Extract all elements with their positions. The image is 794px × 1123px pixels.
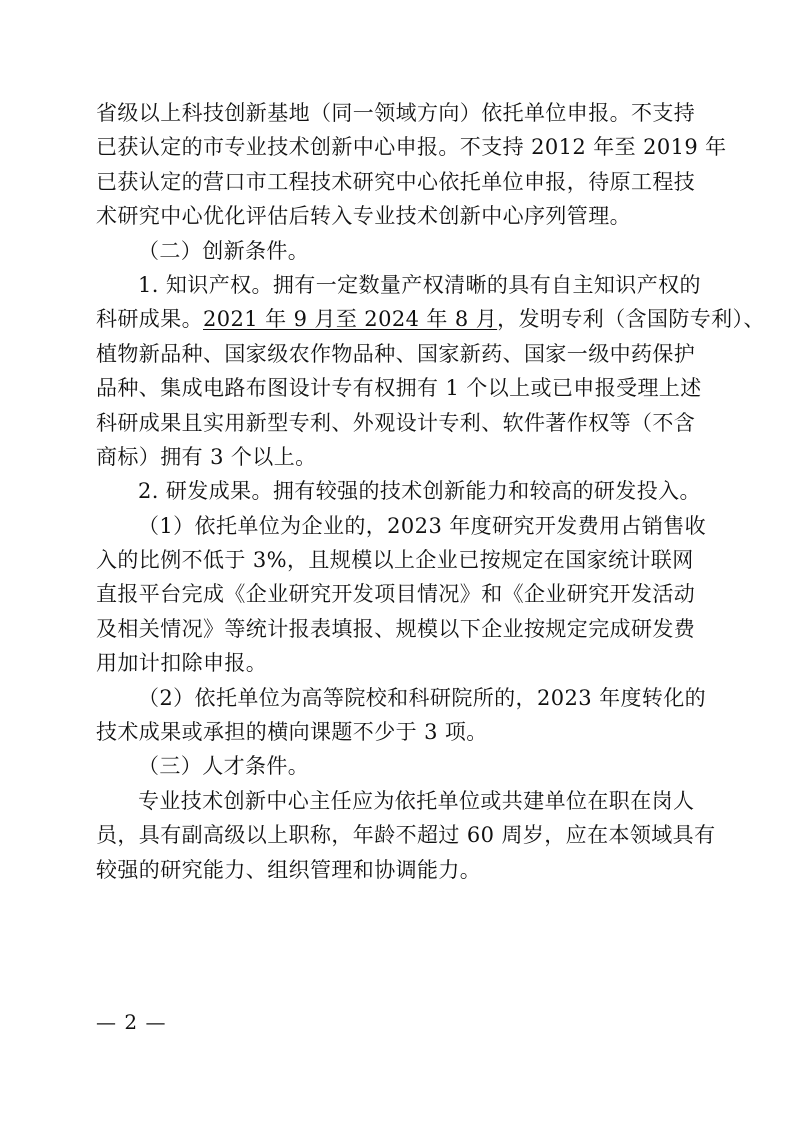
text-line: 直报平台完成《企业研究开发项目情况》和《企业研究开发活动 xyxy=(96,582,696,607)
text-line: （1）依托单位为企业的，2023 年度研究开发费用占销售收 xyxy=(138,513,707,538)
text-line: 1. 知识产权。拥有一定数量产权清晰的具有自主知识产权的 xyxy=(138,272,701,297)
text-line: 植物新品种、国家级农作物品种、国家新药、国家一级中药保护 xyxy=(96,341,696,366)
text-line: 已获认定的市专业技术创新中心申报。不支持 2012 年至 2019 年 xyxy=(96,135,727,160)
text-line: 用加计扣除申报。 xyxy=(96,651,268,676)
page-number: — 2 — xyxy=(96,1010,167,1034)
document-body xyxy=(96,96,765,887)
text-line: 术研究中心优化评估后转入专业技术创新中心序列管理。 xyxy=(96,204,631,229)
section-heading-talent-conditions: （三）人才条件。 xyxy=(138,754,310,779)
text-line: （2）依托单位为高等院校和科研院所的，2023 年度转化的 xyxy=(138,685,707,710)
text-line: 入的比例不低于 3%，且规模以上企业已按规定在国家统计联网 xyxy=(96,548,694,573)
text-line: 省级以上科技创新基地（同一领域方向）依托单位申报。不支持 xyxy=(96,101,696,125)
text-line: 员，具有副高级以上职称，年龄不超过 60 周岁，应在本领域具有 xyxy=(96,823,716,848)
text-segment: ，发明专利（含国防专利）、 xyxy=(497,307,765,332)
text-line: 品种、集成电路布图设计专有权拥有 1 个以上或已申报受理上述 xyxy=(96,376,702,401)
text-line: 及相关情况》等统计报表填报、规模以下企业按规定完成研发费 xyxy=(96,616,696,641)
text-line: 2. 研发成果。拥有较强的技术创新能力和较高的研发投入。 xyxy=(138,479,701,504)
text-line: 技术成果或承担的横向课题不少于 3 项。 xyxy=(96,720,488,745)
text-line: 商标）拥有 3 个以上。 xyxy=(96,444,317,469)
section-heading-innovation-conditions: （二）创新条件。 xyxy=(138,238,310,263)
text-segment: 科研成果。 xyxy=(96,307,203,332)
text-line: 科研成果且实用新型专利、外观设计专利、软件著作权等（不含 xyxy=(96,410,696,435)
text-line-with-underline xyxy=(96,302,765,336)
text-line: 已获认定的营口市工程技术研究中心依托单位申报，待原工程技 xyxy=(96,169,696,194)
text-line: 较强的研究能力、组织管理和协调能力。 xyxy=(96,857,482,882)
underlined-date-range: 2021 年 9 月至 2024 年 8 月 xyxy=(203,307,498,332)
text-line: 专业技术创新中心主任应为依托单位或共建单位在职在岗人 xyxy=(138,788,695,813)
